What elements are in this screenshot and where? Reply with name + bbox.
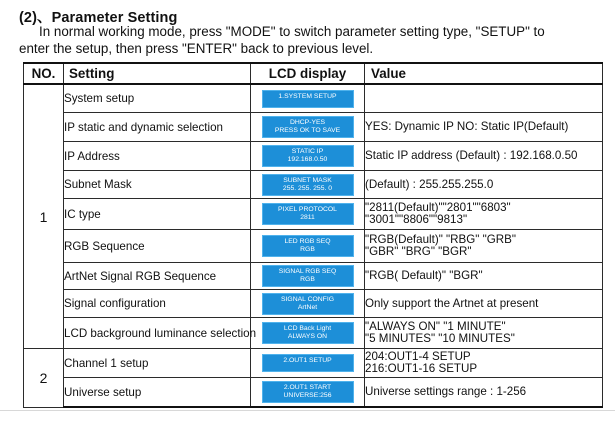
setting-cell: IC type (64, 199, 251, 230)
value-cell (365, 199, 603, 230)
setting-cell: System setup (64, 84, 251, 113)
value-cell (365, 349, 603, 378)
lcd-display-box (262, 381, 354, 403)
lcd-cell (251, 171, 365, 199)
value-line: 216:OUT1-16 SETUP (365, 362, 478, 375)
setting-cell: ArtNet Signal RGB Sequence (64, 263, 251, 290)
value-line: Only support the Artnet at present (365, 296, 539, 310)
value-line: "RGB( Default)" "BGR" (365, 269, 483, 282)
table-header-row (24, 63, 603, 84)
value-cell (365, 142, 603, 171)
setting-cell: Channel 1 setup (64, 349, 251, 378)
intro-line-1: In normal working mode, press "MODE" to switch parameter setting type, "SETUP" to (39, 24, 545, 39)
parameter-setting-table (23, 62, 603, 408)
lcd-line: 192.168.0.50 (287, 156, 328, 163)
lcd-line: 2.OUT1 START (283, 384, 332, 391)
lcd-line: ALWAYS ON (287, 333, 328, 340)
table-row (24, 349, 603, 378)
lcd-line: LCD Back Light (283, 325, 332, 332)
lcd-line: RGB (300, 276, 315, 283)
page-divider (0, 410, 615, 411)
value-line: "GBR" "BRG" "BGR" (365, 245, 472, 258)
lcd-line: RGB (300, 246, 315, 253)
lcd-line: SIGNAL RGB SEQ (278, 268, 337, 275)
lcd-line: 1.SYSTEM SETUP (278, 92, 337, 100)
lcd-line: STATIC IP (291, 148, 324, 155)
value-line: (Default) : 255.255.255.0 (365, 177, 494, 191)
section-intro (19, 23, 604, 57)
lcd-line: ArtNet (297, 303, 318, 311)
setting-cell: IP static and dynamic selection (64, 113, 251, 142)
lcd-display-box (262, 293, 354, 315)
value-line: Universe settings range : 1-256 (365, 385, 527, 398)
lcd-line: DHCP-YES (289, 119, 326, 126)
group-number: 2 (24, 349, 64, 408)
setting-cell: Universe setup (64, 378, 251, 408)
lcd-display-box (262, 174, 354, 196)
lcd-cell (251, 263, 365, 290)
group-number: 1 (24, 84, 64, 349)
table-row (24, 199, 603, 230)
value-line: "3001""8806""9813" (365, 213, 468, 226)
lcd-cell (251, 84, 365, 113)
value-line: "2811(Default)""2801""6803" (365, 201, 511, 214)
header-value: Value (365, 63, 603, 84)
lcd-cell (251, 290, 365, 318)
lcd-display-box (262, 322, 354, 344)
value-line: "5 MINUTES" "10 MINUTES" (365, 332, 515, 345)
value-cell (365, 263, 603, 290)
lcd-line: SIGNAL CONFIG (281, 295, 334, 303)
lcd-cell (251, 199, 365, 230)
value-line: "ALWAYS ON" "1 MINUTE" (365, 320, 506, 333)
setting-cell: LCD background luminance selection (64, 318, 251, 349)
value-cell (365, 171, 603, 199)
header-setting: Setting (64, 63, 251, 84)
table-row (24, 378, 603, 408)
lcd-cell (251, 318, 365, 349)
lcd-cell (251, 142, 365, 171)
lcd-display-box (262, 265, 354, 287)
lcd-line: 2811 (300, 214, 315, 221)
table-row (24, 142, 603, 171)
value-cell (365, 230, 603, 263)
lcd-cell (251, 230, 365, 263)
setting-cell: Signal configuration (64, 290, 251, 318)
value-cell (365, 378, 603, 408)
value-cell (365, 290, 603, 318)
value-cell (365, 113, 603, 142)
value-cell (365, 84, 603, 113)
value-line: 204:OUT1-4 SETUP (365, 350, 471, 363)
section-title: (2)、Parameter Setting (19, 10, 178, 26)
lcd-line: 255. 255. 255. 0 (282, 184, 333, 192)
lcd-display-box (262, 116, 354, 138)
table-row (24, 263, 603, 290)
intro-line-2: enter the setup, then press "ENTER" back to previous level. (19, 41, 374, 56)
table-row (24, 171, 603, 199)
setting-cell: IP Address (64, 142, 251, 171)
table-row (24, 318, 603, 349)
lcd-display-box (262, 235, 354, 257)
value-line: Static IP address (Default) : 192.168.0.50 (365, 149, 578, 162)
lcd-display-box (262, 145, 354, 167)
lcd-line: SUBNET MASK (283, 176, 332, 184)
table-row (24, 113, 603, 142)
lcd-line: PIXEL PROTOCOL (278, 206, 337, 213)
lcd-display-box (262, 203, 354, 225)
lcd-cell (251, 349, 365, 378)
value-line: YES: Dynamic IP NO: Static IP(Default) (365, 120, 569, 133)
lcd-display-box (262, 90, 354, 108)
lcd-line: UNIVERSE:256 (283, 392, 332, 399)
setting-cell: Subnet Mask (64, 171, 251, 199)
lcd-cell (251, 378, 365, 408)
table-row (24, 84, 603, 113)
lcd-line: 2.OUT1 SETUP (283, 357, 332, 364)
header-lcd-display: LCD display (251, 63, 365, 84)
lcd-cell (251, 113, 365, 142)
header-no: NO. (24, 63, 64, 84)
lcd-line: LED RGB SEQ (284, 238, 331, 245)
lcd-display-box (262, 354, 354, 372)
setting-cell: RGB Sequence (64, 230, 251, 263)
table-row (24, 290, 603, 318)
value-line: "RGB(Default)" "RBG" "GRB" (365, 233, 516, 246)
lcd-line: PRESS OK TO SAVE (274, 127, 341, 134)
table-row (24, 230, 603, 263)
value-cell (365, 318, 603, 349)
